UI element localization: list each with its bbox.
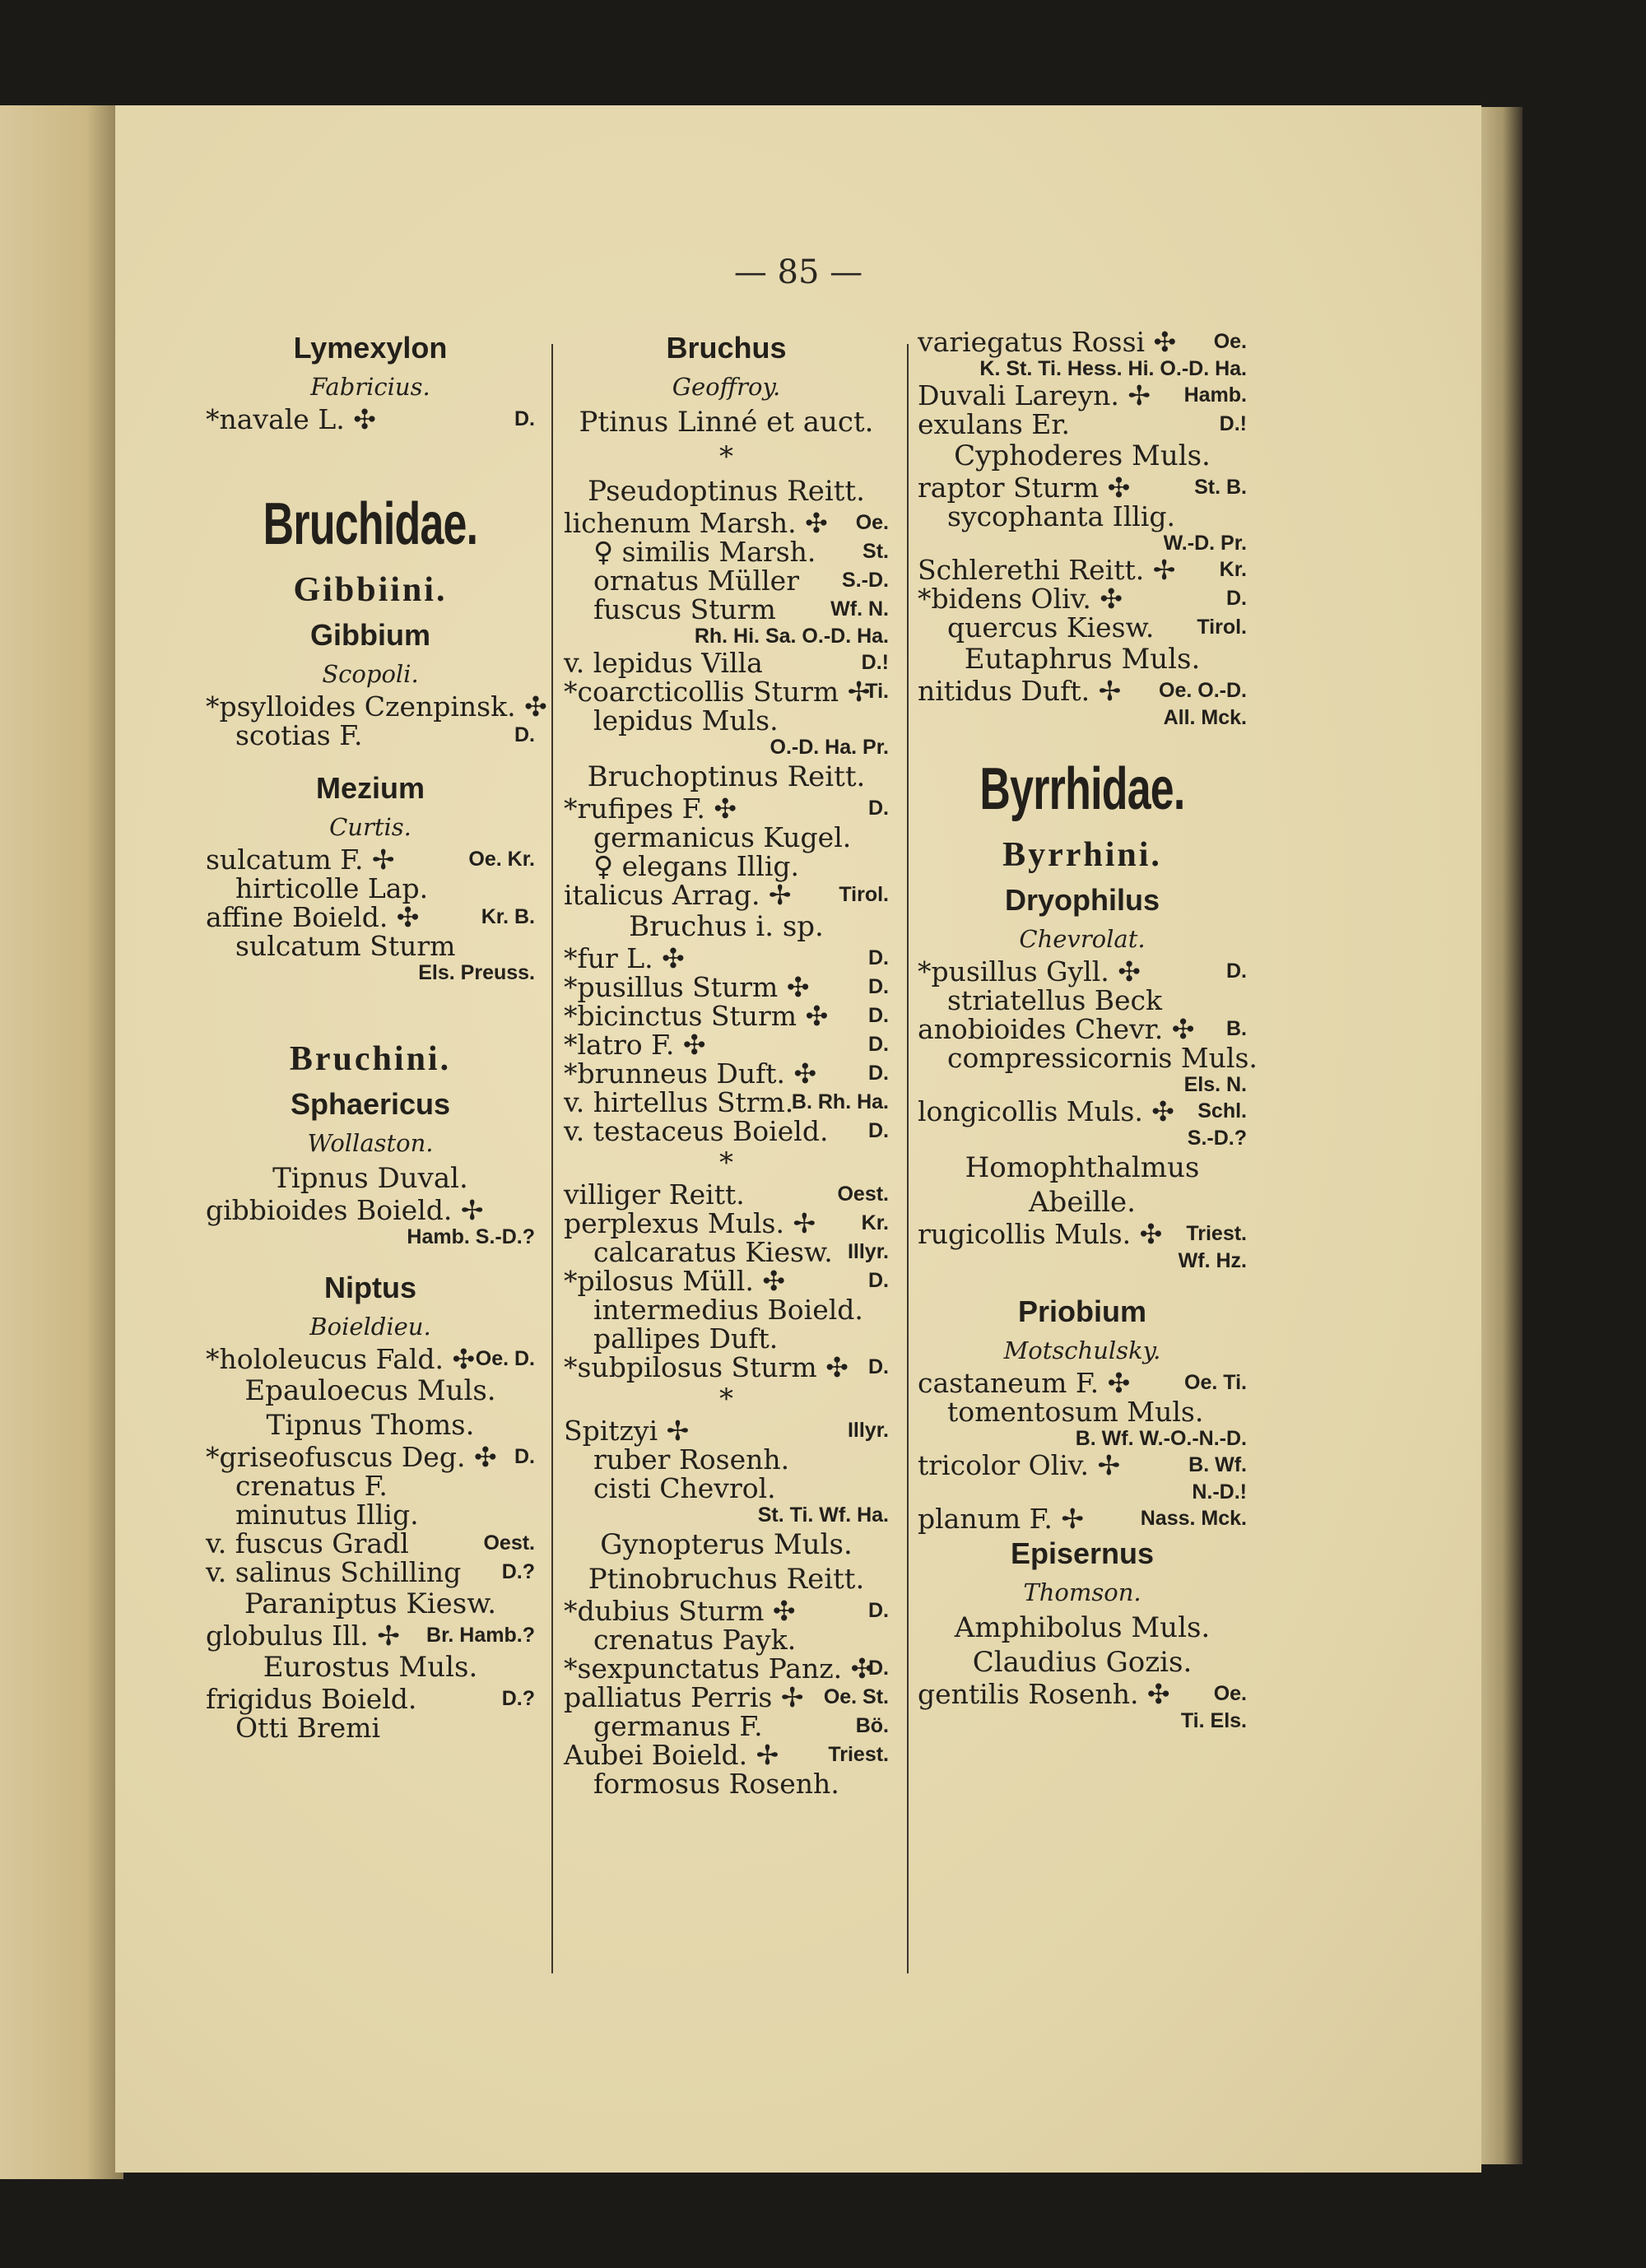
locality: D. bbox=[868, 1033, 889, 1056]
subgenus-heading: Bruchoptinus Reitt. bbox=[587, 760, 866, 793]
species-name: v. hirtellus Strm. bbox=[564, 1086, 794, 1118]
left-page-edge bbox=[0, 105, 123, 2179]
species-name: anobioides Chevr. ✣ bbox=[918, 1013, 1195, 1045]
subgenus-heading: Homophthalmus bbox=[965, 1151, 1200, 1184]
species-entry bbox=[564, 1741, 889, 1769]
subgenus-heading: Tipnus Thoms. bbox=[266, 1409, 475, 1442]
species-entry bbox=[206, 1529, 535, 1558]
column-right bbox=[918, 326, 1258, 1733]
species-name: germanus F. bbox=[593, 1710, 763, 1742]
genus-heading: Niptus bbox=[324, 1271, 416, 1304]
species-name: raptor Sturm ✣ bbox=[918, 472, 1131, 504]
spacer bbox=[918, 1273, 1247, 1291]
locality: Nass. Mck. bbox=[1140, 1507, 1247, 1530]
book-page bbox=[115, 105, 1481, 2173]
species-name: rugicollis Muls. ✣ bbox=[918, 1218, 1163, 1250]
species-entry bbox=[206, 405, 535, 434]
species-name: crenatus Payk. bbox=[593, 1624, 797, 1656]
locality-line: B. Wf. W.-O.-N.-D. bbox=[1075, 1427, 1247, 1450]
locality: Schl. bbox=[1197, 1099, 1247, 1122]
species-entry bbox=[918, 1042, 1258, 1074]
species-name: perplexus Muls. ✢ bbox=[564, 1207, 816, 1239]
subgenus-heading: Cyphoderes Muls. bbox=[954, 439, 1211, 472]
locality: Oe. Kr. bbox=[468, 848, 535, 871]
locality-line: St. Ti. Wf. Ha. bbox=[757, 1503, 889, 1527]
locality: D. bbox=[514, 407, 535, 430]
genus-heading: Priobium bbox=[1017, 1294, 1146, 1328]
locality-line: S.-D.? bbox=[1187, 1127, 1247, 1150]
species-entry bbox=[206, 1471, 535, 1500]
species-entry bbox=[206, 1500, 535, 1529]
locality: Kr. bbox=[1219, 558, 1247, 581]
locality-line: Wf. Hz. bbox=[1178, 1249, 1247, 1272]
column-left bbox=[206, 328, 547, 1744]
tribe-heading: Bruchini. bbox=[289, 1040, 452, 1078]
species-entry bbox=[564, 566, 889, 595]
species-name: Aubei Boield. ✢ bbox=[564, 1739, 779, 1771]
genus-heading: Gibbium bbox=[310, 618, 430, 652]
species-name: italicus Arrag. ✢ bbox=[564, 879, 792, 911]
species-entry bbox=[564, 1769, 889, 1798]
species-entry bbox=[564, 1654, 889, 1683]
locality-line: W.-D. Pr. bbox=[1163, 532, 1247, 555]
species-name: planum F. ✢ bbox=[918, 1503, 1085, 1535]
species-name: *sexpunctatus Panz. ✣ bbox=[564, 1652, 874, 1685]
genus-author: Motschulsky. bbox=[1003, 1336, 1161, 1364]
species-entry bbox=[206, 1713, 535, 1742]
locality: D.! bbox=[861, 651, 889, 674]
species-name: lepidus Muls. bbox=[593, 704, 779, 737]
locality: D. bbox=[868, 1119, 889, 1142]
species-entry bbox=[564, 823, 889, 852]
species-name: v. salinus Schilling bbox=[206, 1556, 462, 1588]
species-entry bbox=[918, 676, 1247, 705]
species-name: *rufipes F. ✣ bbox=[564, 792, 737, 825]
species-entry bbox=[918, 1680, 1247, 1708]
locality: D. bbox=[514, 1445, 535, 1468]
locality: Oest. bbox=[483, 1531, 535, 1555]
species-name: lichenum Marsh. ✣ bbox=[564, 507, 828, 539]
species-name: castaneum F. ✣ bbox=[918, 1367, 1131, 1399]
species-entry bbox=[564, 1416, 889, 1445]
species-entry bbox=[564, 944, 889, 973]
genus-heading: Mezium bbox=[315, 771, 425, 805]
species-entry bbox=[564, 1474, 889, 1503]
species-name: *bidens Oliv. ✣ bbox=[918, 583, 1123, 615]
species-entry bbox=[564, 1712, 889, 1741]
locality-line: K. St. Ti. Hess. Hi. O.-D. Ha. bbox=[979, 357, 1247, 380]
species-entry bbox=[564, 1088, 889, 1117]
species-entry bbox=[564, 1445, 889, 1474]
species-name: striatellus Beck bbox=[947, 984, 1163, 1016]
locality: Triest. bbox=[828, 1743, 889, 1766]
species-name: nitidus Duft. ✢ bbox=[918, 675, 1122, 707]
locality: D. bbox=[868, 1657, 889, 1680]
species-name: cisti Chevrol. bbox=[593, 1472, 776, 1504]
species-entry bbox=[564, 1030, 889, 1059]
species-name: scotias F. bbox=[235, 719, 363, 751]
genus-heading: Lymexylon bbox=[293, 331, 448, 365]
species-name: ♀ similis Marsh. bbox=[593, 536, 816, 568]
column-separator bbox=[551, 344, 553, 1973]
species-entry bbox=[918, 555, 1247, 584]
species-entry bbox=[206, 1196, 535, 1225]
locality: Kr. B. bbox=[481, 905, 535, 928]
species-name: affine Boield. ✣ bbox=[206, 901, 420, 933]
species-name: ruber Rosenh. bbox=[593, 1443, 790, 1476]
locality: B. bbox=[1226, 1017, 1247, 1040]
locality-line: Hamb. S.-D.? bbox=[407, 1225, 535, 1248]
species-entry bbox=[564, 1180, 889, 1209]
species-name: v. fuscus Gradl bbox=[206, 1527, 409, 1559]
species-entry bbox=[918, 410, 1247, 439]
locality: B. Rh. Ha. bbox=[791, 1090, 889, 1113]
species-entry bbox=[564, 648, 889, 677]
species-name: gibbioides Boield. ✢ bbox=[206, 1194, 484, 1226]
genus-heading: Bruchus bbox=[666, 331, 787, 365]
subgenus-heading: Amphibolus Muls. bbox=[954, 1611, 1211, 1644]
species-name: frigidus Boield. bbox=[206, 1683, 417, 1715]
spacer bbox=[206, 434, 535, 483]
species-name: *pilosus Müll. ✣ bbox=[564, 1265, 785, 1297]
locality-line: Rh. Hi. Sa. O.-D. Ha. bbox=[694, 625, 889, 648]
species-entry bbox=[206, 845, 535, 874]
genus-heading: Episernus bbox=[1010, 1536, 1155, 1570]
genus-author: Curtis. bbox=[329, 813, 412, 841]
subgenus-heading: Claudius Gozis. bbox=[972, 1646, 1193, 1679]
species-entry bbox=[206, 721, 535, 750]
subgenus-heading: Ptinobruchus Reitt. bbox=[588, 1563, 865, 1596]
locality: Oe. bbox=[855, 511, 889, 534]
locality: St. bbox=[863, 540, 889, 563]
locality: B. Wf. bbox=[1188, 1453, 1247, 1476]
genus-author: Geoffroy. bbox=[672, 373, 781, 401]
species-name: sulcatum Sturm bbox=[235, 930, 456, 962]
species-entry bbox=[918, 1015, 1247, 1043]
locality: Illyr. bbox=[847, 1240, 889, 1263]
species-name: tricolor Oliv. ✢ bbox=[918, 1449, 1121, 1481]
species-name: quercus Kiesw. bbox=[947, 611, 1155, 644]
locality: Oe. bbox=[1213, 330, 1247, 353]
locality: D. bbox=[868, 1004, 889, 1027]
species-entry bbox=[918, 986, 1247, 1015]
spacer bbox=[206, 985, 535, 1034]
species-entry bbox=[564, 1596, 889, 1625]
species-entry bbox=[918, 584, 1247, 613]
locality: D. bbox=[868, 1355, 889, 1378]
species-entry bbox=[564, 794, 889, 823]
species-name: villiger Reitt. bbox=[564, 1178, 745, 1211]
spacer bbox=[918, 730, 1247, 748]
species-entry bbox=[564, 1324, 889, 1353]
tribe-heading: Byrrhini. bbox=[1002, 836, 1162, 874]
species-entry bbox=[564, 595, 889, 624]
species-name: Schlerethi Reitt. ✢ bbox=[918, 554, 1176, 586]
locality-line: Els. N. bbox=[1183, 1073, 1247, 1096]
locality-line: N.-D.! bbox=[1192, 1480, 1247, 1503]
genus-author: Scopoli. bbox=[322, 660, 419, 688]
column-separator bbox=[907, 344, 909, 1973]
subgenus-heading: Pseudoptinus Reitt. bbox=[588, 475, 865, 508]
species-entry bbox=[564, 1209, 889, 1238]
species-entry bbox=[564, 1002, 889, 1030]
species-entry bbox=[564, 677, 889, 706]
locality: Illyr. bbox=[847, 1419, 889, 1442]
species-entry bbox=[564, 1683, 889, 1712]
locality-line: Els. Preuss. bbox=[418, 961, 535, 984]
locality: D. bbox=[1226, 587, 1247, 610]
species-entry bbox=[564, 537, 889, 566]
species-name: *brunneus Duft. ✣ bbox=[564, 1057, 817, 1090]
locality: Kr. bbox=[861, 1211, 889, 1234]
species-name: formosus Rosenh. bbox=[593, 1768, 839, 1800]
species-name: *griseofuscus Deg. ✣ bbox=[206, 1441, 497, 1473]
species-entry bbox=[564, 973, 889, 1002]
locality: Oe. D. bbox=[475, 1347, 535, 1370]
species-name: crenatus F. bbox=[235, 1470, 388, 1502]
subgenus-heading: Ptinus Linné et auct. bbox=[579, 406, 874, 439]
genus-heading: Dryophilus bbox=[1004, 883, 1160, 917]
species-entry bbox=[918, 1097, 1247, 1126]
species-name: globulus Ill. ✢ bbox=[206, 1620, 400, 1652]
locality: Hamb. bbox=[1183, 383, 1247, 407]
locality: D. bbox=[1226, 960, 1247, 983]
species-name: v. lepidus Villa bbox=[564, 647, 763, 679]
subgenus-heading: * bbox=[719, 1383, 733, 1415]
species-entry bbox=[564, 1117, 889, 1146]
species-entry bbox=[564, 1625, 889, 1654]
species-name: hirticolle Lap. bbox=[235, 872, 429, 904]
locality: D. bbox=[868, 797, 889, 820]
locality: Tirol. bbox=[1197, 616, 1247, 639]
locality: Br. Hamb.? bbox=[426, 1624, 535, 1647]
locality: S.-D. bbox=[842, 569, 889, 592]
subgenus-heading: Gynopterus Muls. bbox=[600, 1528, 853, 1561]
species-entry bbox=[206, 903, 535, 932]
locality: Ti. bbox=[865, 680, 889, 703]
locality: Wf. N. bbox=[830, 597, 889, 620]
genus-author: Wollaston. bbox=[307, 1129, 434, 1157]
species-entry bbox=[564, 1059, 889, 1088]
species-entry bbox=[918, 957, 1247, 986]
species-name: palliatus Perris ✢ bbox=[564, 1681, 804, 1713]
species-name: v. testaceus Boield. bbox=[564, 1115, 829, 1147]
species-name: *pusillus Gyll. ✣ bbox=[918, 955, 1141, 988]
locality-line: O.-D. Ha. Pr. bbox=[770, 736, 889, 759]
species-name: gentilis Rosenh. ✣ bbox=[918, 1678, 1170, 1710]
species-entry bbox=[918, 613, 1247, 642]
subgenus-heading: Epauloecus Muls. bbox=[244, 1374, 496, 1407]
species-entry bbox=[206, 690, 547, 723]
locality: D. bbox=[868, 975, 889, 998]
species-name: *hololeucus Fald. ✣ bbox=[206, 1343, 476, 1375]
locality: Bö. bbox=[855, 1714, 889, 1737]
species-name: exulans Er. bbox=[918, 408, 1071, 440]
column-middle bbox=[564, 328, 889, 1798]
species-entry bbox=[206, 1685, 535, 1713]
locality: D.? bbox=[501, 1687, 535, 1710]
species-name: Spitzyi ✢ bbox=[564, 1415, 690, 1447]
species-entry bbox=[918, 502, 1247, 531]
species-name: ♀ elegans Illig. bbox=[593, 850, 800, 882]
species-name: minutus Illig. bbox=[235, 1499, 419, 1531]
species-name: ornatus Müller bbox=[593, 565, 799, 597]
species-entry bbox=[918, 1397, 1247, 1426]
page-number: — 85 — bbox=[733, 253, 863, 291]
species-name: germanicus Kugel. bbox=[593, 821, 852, 853]
subgenus-heading: * bbox=[719, 1146, 733, 1179]
locality-line: Ti. Els. bbox=[1180, 1709, 1247, 1732]
species-entry bbox=[918, 1504, 1247, 1533]
genus-author: Fabricius. bbox=[310, 373, 430, 401]
subgenus-heading: Bruchus i. sp. bbox=[629, 910, 824, 943]
subgenus-heading: * bbox=[719, 440, 733, 473]
species-name: *psylloides Czenpinsk. ✣ bbox=[206, 690, 547, 723]
species-entry bbox=[918, 328, 1247, 356]
species-name: sycophanta Illig. bbox=[947, 500, 1175, 532]
species-entry bbox=[564, 1295, 889, 1324]
species-name: variegatus Rossi ✣ bbox=[918, 326, 1177, 358]
locality: Oest. bbox=[837, 1183, 889, 1206]
locality: Oe. bbox=[1213, 1682, 1247, 1705]
species-name: compressicornis Muls. bbox=[947, 1042, 1258, 1074]
locality: D. bbox=[868, 1269, 889, 1292]
species-entry bbox=[206, 932, 535, 960]
family-heading: Byrrhidae. bbox=[979, 756, 1185, 822]
species-entry bbox=[564, 706, 889, 735]
species-name: *bicinctus Sturm ✣ bbox=[564, 1000, 829, 1032]
locality: D. bbox=[868, 946, 889, 969]
species-name: *latro F. ✣ bbox=[564, 1029, 706, 1061]
locality: D.? bbox=[501, 1560, 535, 1583]
locality: D.! bbox=[1219, 412, 1247, 435]
locality: Triest. bbox=[1186, 1222, 1247, 1245]
genus-author: Chevrolat. bbox=[1019, 925, 1146, 953]
species-entry bbox=[564, 881, 889, 909]
tribe-heading: Gibbiini. bbox=[293, 571, 448, 609]
spacer bbox=[206, 750, 535, 768]
family-heading: Bruchidae. bbox=[263, 491, 478, 557]
species-entry bbox=[206, 874, 535, 903]
species-entry bbox=[918, 381, 1247, 410]
locality: Oe. Ti. bbox=[1184, 1371, 1247, 1394]
species-entry bbox=[564, 509, 889, 537]
genus-heading: Sphaericus bbox=[290, 1087, 451, 1121]
subgenus-heading: Abeille. bbox=[1029, 1186, 1136, 1219]
species-entry bbox=[206, 1443, 535, 1471]
subgenus-heading: Paraniptus Kiesw. bbox=[244, 1587, 497, 1620]
species-name: *dubius Sturm ✣ bbox=[564, 1595, 796, 1627]
locality: St. B. bbox=[1194, 476, 1247, 499]
species-entry bbox=[918, 1451, 1247, 1480]
species-entry bbox=[918, 1369, 1247, 1397]
species-name: Otti Bremi bbox=[235, 1712, 381, 1744]
species-name: fuscus Sturm bbox=[593, 593, 776, 625]
species-name: *fur L. ✣ bbox=[564, 942, 685, 974]
subgenus-heading: Eutaphrus Muls. bbox=[964, 643, 1201, 676]
species-name: intermedius Boield. bbox=[593, 1294, 863, 1326]
species-name: *coarcticollis Sturm ✢ bbox=[564, 676, 871, 708]
locality: D. bbox=[868, 1599, 889, 1622]
genus-author: Boieldieu. bbox=[309, 1313, 431, 1341]
locality: Oe. St. bbox=[823, 1685, 889, 1708]
species-entry bbox=[206, 1558, 535, 1587]
species-name: *subpilosus Sturm ✣ bbox=[564, 1351, 849, 1383]
species-name: *navale L. ✣ bbox=[206, 403, 376, 435]
species-entry bbox=[564, 852, 889, 881]
locality: Oe. O.-D. bbox=[1159, 679, 1247, 702]
species-name: Duvali Lareyn. ✢ bbox=[918, 379, 1151, 411]
subgenus-heading: Tipnus Duval. bbox=[272, 1162, 468, 1195]
locality-line: All. Mck. bbox=[1163, 706, 1247, 729]
species-entry bbox=[564, 1238, 889, 1266]
subgenus-heading: Eurostus Muls. bbox=[263, 1651, 478, 1684]
species-name: sulcatum F. ✢ bbox=[206, 844, 395, 876]
species-name: *pusillus Sturm ✣ bbox=[564, 971, 810, 1003]
locality: Tirol. bbox=[839, 883, 889, 906]
spacer bbox=[206, 1249, 535, 1267]
species-entry bbox=[918, 1220, 1247, 1248]
genus-author: Thomson. bbox=[1023, 1578, 1142, 1606]
species-entry bbox=[564, 1353, 889, 1382]
species-entry bbox=[206, 1345, 535, 1373]
locality: D. bbox=[868, 1062, 889, 1085]
species-name: pallipes Duft. bbox=[593, 1322, 779, 1355]
species-name: calcaratus Kiesw. bbox=[593, 1236, 833, 1268]
species-entry bbox=[918, 473, 1247, 502]
species-name: tomentosum Muls. bbox=[947, 1396, 1204, 1428]
species-name: longicollis Muls. ✣ bbox=[918, 1095, 1174, 1127]
locality: D. bbox=[514, 723, 535, 746]
species-entry bbox=[206, 1621, 535, 1650]
species-entry bbox=[564, 1266, 889, 1295]
